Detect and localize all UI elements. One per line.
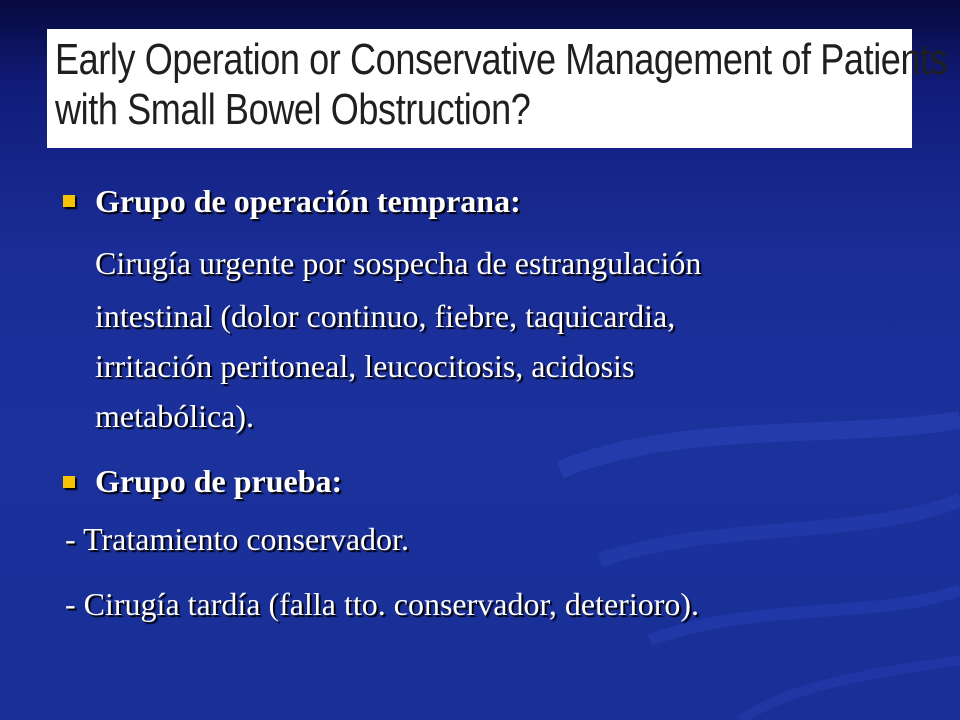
title-line-2: with Small Bowel Obstruction? <box>55 85 531 134</box>
square-bullet-icon <box>63 476 75 488</box>
section-heading-trial-group: Grupo de prueba: <box>95 463 343 499</box>
trial-group-line-1: - Tratamiento conservador. <box>65 521 409 557</box>
title-line-1: Early Operation or Conservative Management of Patients <box>55 35 948 84</box>
trial-group-line-2: - Cirugía tardía (falla tto. conservador, deterioro). <box>65 586 700 622</box>
early-operation-line-4: metabólica). <box>95 398 255 434</box>
early-operation-line-1: Cirugía urgente por sospecha de estrangulación <box>95 245 702 281</box>
early-operation-line-2: intestinal (dolor continuo, fiebre, taquicardia, <box>95 298 676 334</box>
section-heading-early-operation: Grupo de operación temprana: <box>95 183 521 219</box>
early-operation-line-3: irritación peritoneal, leucocitosis, acidosis <box>95 348 635 384</box>
square-bullet-icon <box>63 195 75 207</box>
